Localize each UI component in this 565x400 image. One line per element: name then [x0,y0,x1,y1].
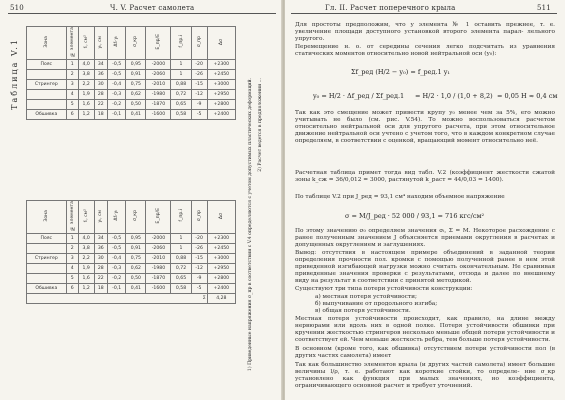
table-cell: 18 [94,283,108,293]
table-cell: -2000 [146,233,171,243]
table-cell: 0,75 [126,79,146,89]
paragraph-7: Вывод: отсутствия в настоящем примере объединений в заданной теории определения прочности пол. кромки с помощью полученной ранее в нем этой приведенной изгибающей нагрузки можно считать окончательным. Не сравнивая приведенные значения проверки с результатами, отсюда и далее по внешнему виду на результат в соответствии с принятой методикой. [295,250,555,285]
table-cell: +2800 [207,273,235,283]
paragraph-11: Так как большинство элементов крыла (и других частей самолета) имеет большие величины l/ρ, т. е. работают как короткие стойки, то определе- ние σ_кр установлено как функция при малых значениях, но коэффициента, ограничивающего основной расчет и требует уточнений. [295,362,555,390]
table-footnote-1: 1) Приведенные напряжения σ_пр в соответствии с V.4 определяются с учетом допустимых пластических деформаций. [248,78,253,372]
table-cell: 0,65 [171,273,191,283]
table-column-header [94,27,108,60]
table-cell: 0,75 [126,253,146,263]
table-cell: 30 [94,253,108,263]
table-cell: 0,50 [126,273,146,283]
table-cell: 34 [94,59,108,69]
table-cell: -0,5 [108,243,126,253]
table-cell: -0,5 [108,233,126,243]
column-header-label: E_пр/E [155,207,161,224]
table-cell: 6 [66,109,78,119]
table-column-header [66,27,78,60]
table-cell: 3,8 [78,69,94,79]
table-row [27,79,236,89]
table-column-header [108,201,126,234]
table-cell [27,69,67,79]
table-column-header [27,27,67,60]
table-cell: 4,0 [78,59,94,69]
list-item-b: б) выпучивание от продольного изгиба; [315,301,438,307]
formula-2-lhs: y₀ = H/2 · Δf_ред / Σf_ред.1 [313,92,405,100]
table-cell: 0,95 [126,233,146,243]
table-column-header [171,27,191,60]
table-column-header [78,27,94,60]
table-cell: 0,58 [171,109,191,119]
table-cell [27,89,67,99]
table-cell: 1,2 [78,283,94,293]
table-cell: -15 [191,253,207,263]
table-row [27,69,236,79]
table-cell [27,273,67,283]
table-cell: 0,91 [126,69,146,79]
table-cell: -0,3 [108,89,126,99]
table-cell: 3,8 [78,243,94,253]
table-lower [26,200,236,304]
table-header-row [27,201,236,234]
table-cell: +2950 [207,89,235,99]
table-cell: 2,2 [78,253,94,263]
table-cell: -5 [191,283,207,293]
column-header-label: σ_кр [133,36,139,48]
column-header-label: Δfᵢ·yᵢ [114,210,120,222]
table-row [27,263,236,273]
table-cell: 22 [94,99,108,109]
table-cell: 1 [171,69,191,79]
table-cell: 3 [66,79,78,89]
table-row [27,243,236,253]
table-cell: 0,62 [126,89,146,99]
table-cell: -1870 [146,99,171,109]
column-header-label: № элемента [69,201,75,231]
table-cell: -1600 [146,283,171,293]
table-cell: 2,2 [78,79,94,89]
table-cell [27,99,67,109]
column-header-label: σ_пр [196,210,202,222]
table-cell: 5 [66,99,78,109]
table-cell: 1 [171,59,191,69]
column-header-label: f_пр.i [178,209,184,223]
table-cell: -2000 [146,59,171,69]
table-cell: -15 [191,79,207,89]
table-cell: +2800 [207,99,235,109]
rotated-table-region [8,18,276,394]
table-column-header [191,27,207,60]
table-cell: -1980 [146,89,171,99]
table-cell: 0,88 [171,79,191,89]
table-cell: -0,4 [108,253,126,263]
table-cell: -2010 [146,253,171,263]
table-row [27,253,236,263]
table-cell: 0,50 [126,99,146,109]
column-header-label: fᵢ, см² [83,35,89,49]
paragraph-2: Перемещение н. о. от середины сечения легко подсчитать из уравнения статических моментов относительно новой нейтральной оси (у₀): [295,44,555,58]
table-column-header [207,201,235,234]
left-page [0,0,282,400]
table-cell: 6 [66,283,78,293]
table-column-header [146,27,171,60]
table-cell: +2300 [207,233,235,243]
table-column-header [126,27,146,60]
table-cell: -0,1 [108,283,126,293]
table-cell: +2450 [207,243,235,253]
table-cell: 36 [94,243,108,253]
table-cell: +2450 [207,69,235,79]
column-header-label: yᵢ, см [98,209,104,222]
right-header-rule [291,13,557,14]
table-column-header [66,201,78,234]
table-cell: 18 [94,109,108,119]
column-header-label: σ_кр [133,210,139,222]
formula-1: Σf_ред (H/2 − y₀) = f_ред.1 y₁ [351,68,451,76]
table-cell: 1 [171,243,191,253]
table-cell: Обшивка [27,283,67,293]
column-header-label: Δσ [218,212,224,219]
table-column-header [171,201,191,234]
table-cell [27,263,67,273]
table-sum-row [27,293,236,303]
paragraph-4: Расчетная таблица примет тогда вид табл. V.2 (коэффициент жесткости сжатой зоны k_сж = 36/0,012 = 3000, растянутой k_раст = 44/0,03 = 1400). [295,170,555,184]
table-column-header [27,201,67,234]
right-page [285,0,565,400]
table-cell: 5 [66,273,78,283]
column-header-label: E_пр/E [155,33,161,50]
table-cell: -20 [191,59,207,69]
table-column-header [94,201,108,234]
table-cell: 0,62 [126,263,146,273]
table-cell: -0,5 [108,59,126,69]
table-column-header [126,201,146,234]
table-cell [27,243,67,253]
left-page-number: 510 [10,4,24,12]
paragraph-10: В основном (кроме того, как обшивка) отсутствием потери устойчивости пол (в других частях самолета) имеет [295,346,555,360]
table-cell: 1,9 [78,89,94,99]
paragraph-1: Для простоты предположим, что у элемента № 1 оставить прежнее, т. е. увеличение площади доступного установкой второго элемента парал- лельного упругого. [295,22,555,43]
column-header-label: fᵢ, см² [83,209,89,223]
table-cell: -26 [191,69,207,79]
left-header-rule [8,13,276,14]
formula-2-mid: = H/2 · 1,0 / (1,0 + 8,2) [415,92,493,100]
table-cell: 1,6 [78,273,94,283]
table-cell: 0,41 [126,283,146,293]
table-title: Таблица V.1 [10,38,19,110]
table-upper [26,26,236,120]
table-cell: 0,91 [126,243,146,253]
sum-label: Σ [27,293,208,303]
table-row [27,99,236,109]
table-cell: 4,0 [78,233,94,243]
column-header-label: Δfᵢ·yᵢ [114,36,120,48]
table-cell: -2010 [146,79,171,89]
table-cell: 1 [66,233,78,243]
table-cell: +3000 [207,253,235,263]
table-cell: 22 [94,273,108,283]
table-row [27,89,236,99]
table-cell: 0,41 [126,109,146,119]
table-cell: -0,1 [108,109,126,119]
list-item-c: в) общая потеря устойчивости. [315,308,411,314]
table-cell: -0,4 [108,79,126,89]
table-cell: -0,2 [108,273,126,283]
table-row [27,273,236,283]
table-cell: -1980 [146,263,171,273]
table-cell: -2060 [146,243,171,253]
table-cell: -12 [191,263,207,273]
table-cell: 4 [66,263,78,273]
table-column-header [191,201,207,234]
table-cell: +3000 [207,79,235,89]
table-cell: -12 [191,89,207,99]
table-cell: Стрингер [27,79,67,89]
column-header-label: f_пр.i [178,35,184,49]
column-header-label: Зона [43,35,49,48]
right-page-number: 511 [537,4,551,12]
table-cell: 34 [94,233,108,243]
table-cell: -0,5 [108,69,126,79]
table-cell: Обшивка [27,109,67,119]
table-cell: 2 [66,69,78,79]
table-cell: -20 [191,233,207,243]
table-cell: 0,72 [171,89,191,99]
table-cell: Стрингер [27,253,67,263]
table-header-row [27,27,236,60]
column-header-label: yᵢ, см [98,35,104,48]
table-cell: 0,58 [171,283,191,293]
table-cell: -9 [191,273,207,283]
table-cell: 0,65 [171,99,191,109]
formula-2-rhs: = 0,05 H ≈ 0,4 см [497,92,558,100]
table-cell: 1,9 [78,263,94,273]
table-row [27,109,236,119]
table-cell: 4 [66,89,78,99]
table-cell: 28 [94,263,108,273]
paragraph-3: Так как это смещение может привести крупу у₀ менее чем за 5%, его можно учитывать не было (см. рис. V.54). То можно воспользоваться расчетом относительно нейтральной оси для упругого расчета, при этом относительное движение нейтральной оси учтено с учетом того, что в каждом конкретном случае определяем, в соответствии с оценкой, вращающий момент относительно неё. [295,110,555,145]
table-column-header [108,27,126,60]
table-cell: -1870 [146,273,171,283]
table-row [27,233,236,243]
table-cell: 3 [66,253,78,263]
table-cell: -26 [191,243,207,253]
table-cell: 1 [66,59,78,69]
column-header-label: Зона [43,209,49,222]
right-running-head: Гл. II. Расчет поперечного крыла [325,4,456,12]
table-cell: 36 [94,69,108,79]
table-cell: 0,88 [171,253,191,263]
table-cell: 2 [66,243,78,253]
table-footnote-2: 2) Расчет ведется в предположении ... [258,78,263,172]
table-cell: 28 [94,89,108,99]
column-header-label: σ_пр [196,36,202,48]
table-cell: Пояс [27,59,67,69]
table-cell: Пояс [27,233,67,243]
table-cell: -0,2 [108,99,126,109]
table-cell: 1,2 [78,109,94,119]
table-cell: +2300 [207,59,235,69]
table-column-header [146,201,171,234]
table-cell: 30 [94,79,108,89]
paragraph-8: Существуют три типа потери устойчивости конструкции: [295,286,473,292]
table-cell: -0,3 [108,263,126,273]
table-cell: -5 [191,109,207,119]
formula-3: σ = M/J_ред · 52 000 / 93,1 = 716 кгс/см² [345,212,485,220]
table-cell: +2400 [207,109,235,119]
table-cell: +2400 [207,283,235,293]
paragraph-5: По таблице V.2 при J_ред = 93,1 см⁴ находим объемное напряжение [295,194,505,200]
table-cell: +2950 [207,263,235,273]
table-cell: 1 [171,233,191,243]
list-item-a: а) местная потеря устойчивости; [315,294,417,300]
paragraph-9: Местная потеря устойчивости происходит, как правило, на длине между нервюрами или вдоль них в одной полке. Потеря устойчивости обшивки при кручении жесткостью стрингеров несколько меньше общей потери устойчивости и соответствует ей. Чем меньше жесткость ребра, тем больше потеря устойчивости. [295,316,555,344]
column-header-label: Δσ [218,38,224,45]
table-cell: -2060 [146,69,171,79]
left-running-head: Ч. V. Расчет самолета [110,4,195,12]
table-cell: 0,72 [171,263,191,273]
table-column-header [207,27,235,60]
table-cell: 0,95 [126,59,146,69]
paragraph-6: По этому значению σ₀ определяем значения σᵢ, Σ = M. Некоторое расхождение с ранее полученным значением Ј объясняется приемами округления в расчетах и допущенных округлением и заглушениях. [295,228,555,249]
table-cell: 1,6 [78,99,94,109]
table-row [27,283,236,293]
table-row [27,59,236,69]
sum-value: 4,28 [207,293,235,303]
column-header-label: № элемента [69,27,75,57]
table-cell: -1600 [146,109,171,119]
table-cell: -9 [191,99,207,109]
table-column-header [78,201,94,234]
